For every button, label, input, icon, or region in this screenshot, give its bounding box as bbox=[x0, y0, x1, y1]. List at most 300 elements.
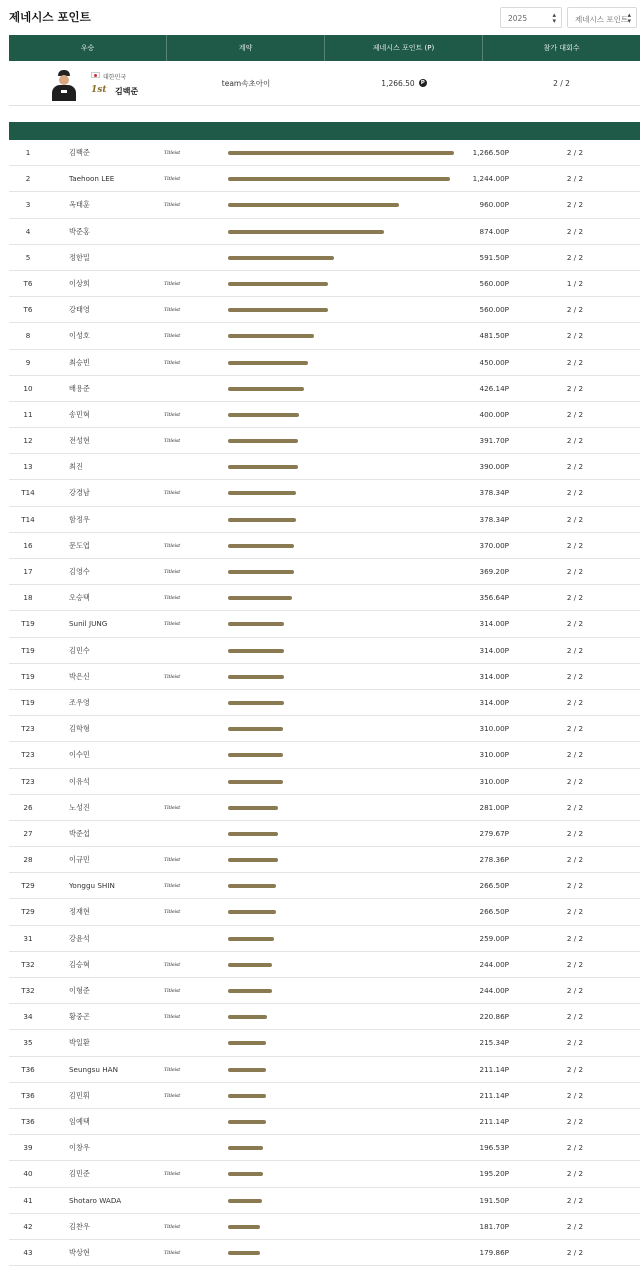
points-cell: 314.00P bbox=[479, 671, 509, 681]
ranking-row[interactable] bbox=[9, 742, 640, 768]
rank-cell: 27 bbox=[23, 828, 33, 838]
player-name[interactable]: 박은신 bbox=[69, 671, 90, 681]
rank-cell: 26 bbox=[23, 802, 33, 812]
ranking-row[interactable] bbox=[9, 664, 640, 690]
player-name[interactable]: 전성현 bbox=[69, 436, 90, 446]
header-events: 참가 대회수 bbox=[543, 44, 580, 52]
points-cell: 874.00P bbox=[479, 226, 509, 236]
ranking-row[interactable] bbox=[9, 1057, 640, 1083]
ranking-row[interactable] bbox=[9, 978, 640, 1004]
titleist-logo-icon: Titleist bbox=[164, 1014, 181, 1021]
points-bar bbox=[228, 989, 272, 993]
points-bar bbox=[228, 780, 283, 784]
rank-cell: 17 bbox=[23, 567, 33, 576]
titleist-logo-icon: Titleist bbox=[164, 909, 181, 916]
points-cell: 481.50P bbox=[479, 331, 509, 341]
points-cell: 591.50P bbox=[479, 252, 509, 262]
player-name[interactable]: 이상희 bbox=[69, 278, 90, 288]
events-cell: 2 / 2 bbox=[566, 514, 584, 524]
rank-cell: T32 bbox=[21, 986, 35, 995]
titleist-logo-icon: Titleist bbox=[164, 883, 181, 890]
events-cell: 2 / 2 bbox=[566, 331, 584, 341]
points-cell: 181.70P bbox=[479, 1221, 509, 1231]
ranking-row[interactable] bbox=[9, 533, 640, 559]
events-cell: 2 / 2 bbox=[566, 567, 584, 576]
player-name[interactable]: 이창우 bbox=[69, 1143, 90, 1153]
points-badge-icon: P bbox=[420, 80, 425, 86]
titleist-logo-icon: Titleist bbox=[164, 804, 181, 811]
ranking-row[interactable] bbox=[9, 559, 640, 585]
winner-contract bbox=[167, 61, 325, 105]
titleist-logo-icon: Titleist bbox=[164, 1223, 181, 1230]
titleist-logo-icon: Titleist bbox=[164, 438, 181, 445]
ranking-row[interactable] bbox=[9, 402, 640, 428]
points-bar bbox=[228, 151, 454, 155]
titleist-logo-icon: Titleist bbox=[164, 1171, 181, 1178]
player-photo bbox=[49, 68, 79, 101]
points-cell: 356.64P bbox=[479, 593, 509, 603]
player-name[interactable]: 강경남 bbox=[69, 488, 90, 498]
ranking-type-select-value: 제네시스 포인트 bbox=[575, 15, 629, 24]
points-bar bbox=[228, 177, 450, 181]
points-cell: 278.36P bbox=[479, 855, 509, 865]
points-cell: 369.20P bbox=[479, 567, 509, 576]
player-name[interactable]: Seungsu HAN bbox=[69, 1064, 118, 1074]
points-bar bbox=[228, 256, 334, 260]
ranking-row[interactable] bbox=[9, 847, 640, 873]
points-cell: 426.14P bbox=[479, 383, 509, 393]
rank-cell: 12 bbox=[23, 436, 33, 446]
events-cell: 2 / 2 bbox=[566, 1143, 584, 1153]
ranking-row[interactable] bbox=[9, 480, 640, 506]
winner-contract-text: team속초아이 bbox=[221, 78, 271, 88]
ranking-row[interactable] bbox=[9, 1083, 640, 1109]
player-name[interactable]: 김민수 bbox=[69, 645, 90, 655]
titleist-logo-icon: Titleist bbox=[164, 411, 181, 418]
rank-cell: T29 bbox=[21, 907, 35, 917]
points-cell: 1,244.00P bbox=[472, 174, 509, 184]
ranking-row[interactable] bbox=[9, 507, 640, 533]
winner-table-header bbox=[9, 35, 640, 61]
points-cell: 310.00P bbox=[479, 724, 509, 734]
header-points: 제네시스 포인트 (P) bbox=[325, 35, 483, 61]
ranking-row[interactable] bbox=[9, 140, 640, 166]
ranking-row[interactable] bbox=[9, 1004, 640, 1030]
events-cell: 2 / 2 bbox=[566, 593, 584, 603]
rank-cell: T19 bbox=[21, 697, 35, 707]
player-name[interactable]: 오승택 bbox=[69, 593, 90, 603]
rank-cell: 16 bbox=[23, 540, 33, 550]
player-name[interactable]: 김승혁 bbox=[69, 959, 90, 969]
titleist-logo-icon: Titleist bbox=[164, 961, 181, 968]
points-cell: 259.00P bbox=[479, 933, 509, 943]
points-bar bbox=[228, 1172, 263, 1176]
titleist-logo-icon: Titleist bbox=[164, 307, 181, 314]
points-bar bbox=[228, 622, 284, 626]
points-cell: 220.86P bbox=[479, 1012, 509, 1022]
ranking-row[interactable] bbox=[9, 1214, 640, 1240]
ranking-row[interactable] bbox=[9, 323, 640, 349]
points-cell: 378.34P bbox=[479, 488, 509, 498]
points-cell: 211.14P bbox=[479, 1116, 509, 1126]
events-cell: 2 / 2 bbox=[566, 1116, 584, 1126]
events-cell: 2 / 2 bbox=[566, 881, 584, 891]
events-cell: 2 / 2 bbox=[566, 540, 584, 550]
points-cell: 244.00P bbox=[479, 959, 509, 969]
points-bar bbox=[228, 884, 276, 888]
rank-cell: T36 bbox=[21, 1090, 35, 1100]
events-cell: 2 / 2 bbox=[566, 252, 584, 262]
points-bar bbox=[228, 308, 328, 312]
ranking-row[interactable] bbox=[9, 428, 640, 454]
ranking-row[interactable] bbox=[9, 611, 640, 637]
points-cell: 1,266.50P bbox=[472, 148, 509, 157]
points-bar bbox=[228, 491, 296, 495]
points-cell: 450.00P bbox=[479, 357, 509, 367]
rank-cell: 41 bbox=[23, 1195, 33, 1205]
titleist-logo-icon: Titleist bbox=[164, 595, 181, 602]
points-cell: 244.00P bbox=[479, 986, 509, 995]
player-name[interactable]: 박일환 bbox=[69, 1038, 90, 1048]
rank-cell: 40 bbox=[23, 1169, 33, 1179]
rank-cell: T6 bbox=[23, 278, 33, 288]
rank-cell: 13 bbox=[23, 462, 33, 472]
winner-points bbox=[325, 61, 483, 105]
events-cell: 2 / 2 bbox=[566, 1038, 584, 1048]
titleist-logo-icon: Titleist bbox=[164, 1249, 181, 1256]
events-cell: 2 / 2 bbox=[566, 148, 584, 157]
points-bar bbox=[228, 465, 298, 469]
winner-points-value: 1,266.50 bbox=[381, 78, 415, 88]
points-bar bbox=[228, 727, 283, 731]
rank-cell: T36 bbox=[21, 1116, 35, 1126]
points-bar bbox=[228, 832, 278, 836]
titleist-logo-icon: Titleist bbox=[164, 490, 181, 497]
year-select[interactable] bbox=[500, 7, 562, 28]
rank-cell: 34 bbox=[23, 1012, 33, 1022]
ranking-row[interactable] bbox=[9, 1135, 640, 1161]
korea-flag-icon bbox=[91, 72, 100, 78]
points-bar bbox=[228, 282, 328, 286]
rank-cell: 31 bbox=[23, 933, 33, 943]
events-cell: 2 / 2 bbox=[566, 1247, 584, 1257]
points-cell: 390.00P bbox=[479, 462, 509, 472]
ranking-row[interactable] bbox=[9, 821, 640, 847]
player-name[interactable]: 함정우 bbox=[69, 514, 90, 524]
ranking-row[interactable] bbox=[9, 690, 640, 716]
ranking-row[interactable] bbox=[9, 1030, 640, 1056]
ranking-list-header bbox=[9, 122, 640, 140]
rank-cell: T19 bbox=[21, 619, 35, 629]
points-bar bbox=[228, 649, 284, 653]
titleist-logo-icon: Titleist bbox=[164, 333, 181, 340]
player-name[interactable]: 황중곤 bbox=[69, 1012, 90, 1022]
winner-events-value: 2 / 2 bbox=[553, 78, 570, 88]
player-name[interactable]: Taehoon LEE bbox=[69, 174, 115, 184]
player-name[interactable]: 노성진 bbox=[69, 802, 90, 812]
ranking-row[interactable] bbox=[9, 454, 640, 480]
points-cell: 211.14P bbox=[479, 1090, 509, 1100]
player-name[interactable]: 김민준 bbox=[69, 1169, 90, 1179]
ranking-row[interactable] bbox=[9, 638, 640, 664]
rank-cell: T36 bbox=[21, 1064, 35, 1074]
ranking-row[interactable] bbox=[9, 585, 640, 611]
rank-cell: 4 bbox=[25, 226, 31, 236]
winner-rank: 1st bbox=[91, 85, 107, 95]
points-bar bbox=[228, 387, 304, 391]
titleist-logo-icon: Titleist bbox=[164, 150, 181, 156]
titleist-logo-icon: Titleist bbox=[164, 1092, 181, 1099]
events-cell: 2 / 2 bbox=[566, 383, 584, 393]
player-name[interactable]: 임예택 bbox=[69, 1116, 90, 1126]
page-title: 제네시스 포인트 bbox=[9, 10, 91, 24]
player-name[interactable]: 김백준 bbox=[69, 148, 90, 157]
player-name[interactable]: 이유석 bbox=[69, 776, 90, 786]
events-cell: 2 / 2 bbox=[566, 671, 584, 681]
rank-cell: 28 bbox=[23, 855, 33, 865]
ranking-row[interactable] bbox=[9, 1109, 640, 1135]
rank-cell: 5 bbox=[25, 252, 31, 262]
points-cell: 314.00P bbox=[479, 619, 509, 629]
events-cell: 2 / 2 bbox=[566, 409, 584, 419]
player-name[interactable]: 정한밀 bbox=[69, 252, 90, 262]
points-bar bbox=[228, 806, 278, 810]
events-cell: 2 / 2 bbox=[566, 174, 584, 184]
player-name[interactable]: 강윤석 bbox=[69, 933, 90, 943]
points-cell: 279.67P bbox=[479, 828, 509, 838]
ranking-row[interactable] bbox=[9, 769, 640, 795]
points-bar bbox=[228, 1041, 266, 1045]
ranking-row[interactable] bbox=[9, 166, 640, 192]
points-cell: 378.34P bbox=[479, 514, 509, 524]
player-name[interactable]: 배용준 bbox=[69, 383, 90, 393]
events-cell: 2 / 2 bbox=[566, 1012, 584, 1022]
rank-cell: T19 bbox=[21, 671, 35, 681]
points-cell: 215.34P bbox=[479, 1038, 509, 1048]
events-cell: 2 / 2 bbox=[566, 226, 584, 236]
ranking-type-select[interactable] bbox=[567, 7, 637, 28]
points-cell: 266.50P bbox=[479, 907, 509, 917]
titleist-logo-icon: Titleist bbox=[164, 280, 181, 287]
ranking-row[interactable] bbox=[9, 926, 640, 952]
player-name[interactable]: 정재현 bbox=[69, 907, 90, 917]
rank-cell: 1 bbox=[25, 148, 31, 157]
player-name[interactable]: 조우영 bbox=[69, 697, 90, 707]
events-cell: 2 / 2 bbox=[566, 1090, 584, 1100]
player-name[interactable]: 이수민 bbox=[69, 750, 90, 760]
events-cell: 2 / 2 bbox=[566, 697, 584, 707]
events-cell: 2 / 2 bbox=[566, 305, 584, 315]
titleist-logo-icon: Titleist bbox=[164, 673, 181, 680]
ranking-row[interactable] bbox=[9, 716, 640, 742]
rank-cell: 10 bbox=[23, 383, 33, 393]
player-name[interactable]: 이성호 bbox=[69, 331, 90, 341]
titleist-logo-icon: Titleist bbox=[164, 1066, 181, 1073]
titleist-logo-icon: Titleist bbox=[164, 621, 181, 628]
events-cell: 2 / 2 bbox=[566, 855, 584, 865]
points-bar bbox=[228, 518, 296, 522]
points-cell: 400.00P bbox=[479, 409, 509, 419]
rank-cell: 39 bbox=[23, 1143, 33, 1153]
events-cell: 2 / 2 bbox=[566, 488, 584, 498]
events-cell: 2 / 2 bbox=[566, 357, 584, 367]
player-name[interactable]: 김민휘 bbox=[69, 1090, 90, 1100]
rank-cell: 8 bbox=[25, 331, 31, 341]
points-bar bbox=[228, 858, 278, 862]
player-name[interactable]: 박상현 bbox=[69, 1247, 90, 1257]
ranking-row[interactable] bbox=[9, 1161, 640, 1187]
rank-cell: 9 bbox=[25, 357, 31, 367]
ranking-row[interactable] bbox=[9, 1240, 640, 1266]
points-bar bbox=[228, 361, 308, 365]
points-bar bbox=[228, 230, 384, 234]
events-cell: 2 / 2 bbox=[566, 750, 584, 760]
events-cell: 2 / 2 bbox=[566, 619, 584, 629]
ranking-row[interactable] bbox=[9, 873, 640, 899]
player-name[interactable]: 옥태훈 bbox=[69, 200, 90, 210]
player-name[interactable]: Sunil JUNG bbox=[69, 619, 108, 629]
points-bar bbox=[228, 753, 283, 757]
points-cell: 195.20P bbox=[479, 1169, 509, 1179]
points-bar bbox=[228, 334, 314, 338]
ranking-row[interactable] bbox=[9, 1188, 640, 1214]
points-cell: 560.00P bbox=[479, 305, 509, 315]
player-name[interactable]: Yonggu SHIN bbox=[69, 881, 115, 891]
points-bar bbox=[228, 1146, 263, 1150]
points-bar bbox=[228, 1199, 262, 1203]
rank-cell: T32 bbox=[21, 959, 35, 969]
events-cell: 2 / 2 bbox=[566, 462, 584, 472]
events-cell: 2 / 2 bbox=[566, 645, 584, 655]
winner-country: 대한민국 bbox=[103, 74, 127, 81]
player-name[interactable]: 송민혁 bbox=[69, 409, 90, 419]
points-bar bbox=[228, 413, 299, 417]
events-cell: 2 / 2 bbox=[566, 776, 584, 786]
points-cell: 266.50P bbox=[479, 881, 509, 891]
points-cell: 370.00P bbox=[479, 540, 509, 550]
ranking-list bbox=[9, 140, 640, 1266]
events-cell: 2 / 2 bbox=[566, 1064, 584, 1074]
player-name[interactable]: 박준섭 bbox=[69, 828, 90, 838]
points-bar bbox=[228, 570, 294, 574]
rank-cell: T6 bbox=[23, 305, 33, 315]
rank-cell: 18 bbox=[23, 593, 33, 603]
player-name[interactable]: Shotaro WADA bbox=[69, 1195, 122, 1205]
titleist-logo-icon: Titleist bbox=[164, 359, 181, 366]
points-bar bbox=[228, 596, 292, 600]
events-cell: 2 / 2 bbox=[566, 1169, 584, 1179]
rank-cell: 2 bbox=[25, 174, 31, 184]
events-cell: 2 / 2 bbox=[566, 828, 584, 838]
rank-cell: 43 bbox=[23, 1247, 33, 1257]
events-cell: 2 / 2 bbox=[566, 959, 584, 969]
points-cell: 314.00P bbox=[479, 645, 509, 655]
winner-player-cell bbox=[9, 61, 167, 105]
rank-cell: 3 bbox=[25, 200, 31, 210]
points-bar bbox=[228, 544, 294, 548]
points-cell: 191.50P bbox=[479, 1195, 509, 1205]
events-cell: 2 / 2 bbox=[566, 436, 584, 446]
ranking-row[interactable] bbox=[9, 245, 640, 271]
events-cell: 2 / 2 bbox=[566, 802, 584, 812]
points-bar bbox=[228, 1251, 260, 1255]
events-cell: 2 / 2 bbox=[566, 1195, 584, 1205]
rank-cell: T19 bbox=[21, 645, 35, 655]
ranking-row[interactable] bbox=[9, 219, 640, 245]
titleist-logo-icon: Titleist bbox=[164, 988, 181, 994]
ranking-row[interactable] bbox=[9, 376, 640, 402]
player-name[interactable]: 김영수 bbox=[69, 567, 90, 576]
ranking-row[interactable] bbox=[9, 952, 640, 978]
player-name[interactable]: 강태영 bbox=[69, 305, 90, 315]
ranking-row[interactable] bbox=[9, 192, 640, 218]
winner-row[interactable] bbox=[9, 61, 640, 106]
points-cell: 310.00P bbox=[479, 750, 509, 760]
points-bar bbox=[228, 1015, 267, 1019]
player-name[interactable]: 김학형 bbox=[69, 724, 90, 734]
ranking-row[interactable] bbox=[9, 271, 640, 297]
events-cell: 2 / 2 bbox=[566, 986, 584, 995]
points-bar bbox=[228, 1068, 266, 1072]
points-bar bbox=[228, 1094, 266, 1098]
rank-cell: T23 bbox=[21, 750, 35, 760]
points-bar bbox=[228, 701, 284, 705]
rank-cell: T14 bbox=[21, 514, 35, 524]
points-bar bbox=[228, 675, 284, 679]
player-name[interactable]: 김찬우 bbox=[69, 1221, 90, 1231]
player-name[interactable]: 최승빈 bbox=[69, 357, 90, 367]
rank-cell: 35 bbox=[23, 1038, 33, 1048]
player-name[interactable]: 이규민 bbox=[69, 855, 90, 865]
player-name[interactable]: 박준홍 bbox=[69, 226, 90, 236]
player-name[interactable]: 문도엽 bbox=[69, 540, 90, 550]
titleist-logo-icon: Titleist bbox=[164, 569, 181, 575]
points-cell: 314.00P bbox=[479, 697, 509, 707]
winner-events bbox=[483, 61, 640, 105]
points-cell: 281.00P bbox=[479, 802, 509, 812]
year-select-value: 2025 bbox=[508, 14, 528, 23]
rank-cell: T14 bbox=[21, 488, 35, 498]
ranking-row[interactable] bbox=[9, 899, 640, 925]
rank-cell: T29 bbox=[21, 881, 35, 891]
points-bar bbox=[228, 203, 399, 207]
rank-cell: T23 bbox=[21, 776, 35, 786]
winner-name[interactable]: 김백준 bbox=[115, 87, 139, 96]
top-bar bbox=[0, 0, 640, 34]
rank-cell: 11 bbox=[23, 409, 33, 419]
titleist-logo-icon: Titleist bbox=[164, 857, 181, 864]
player-name[interactable]: 이형준 bbox=[69, 986, 90, 995]
points-cell: 179.86P bbox=[479, 1247, 509, 1257]
rank-cell: T23 bbox=[21, 724, 35, 734]
points-bar bbox=[228, 937, 274, 941]
ranking-row[interactable] bbox=[9, 350, 640, 376]
points-cell: 560.00P bbox=[479, 278, 509, 288]
events-cell: 2 / 2 bbox=[566, 933, 584, 943]
events-cell: 2 / 2 bbox=[566, 907, 584, 917]
ranking-row[interactable] bbox=[9, 297, 640, 323]
updown-arrow-icon: ▴ ▾ bbox=[627, 11, 631, 25]
points-bar bbox=[228, 1120, 266, 1124]
points-cell: 196.53P bbox=[479, 1143, 509, 1153]
titleist-logo-icon: Titleist bbox=[164, 202, 181, 209]
events-cell: 1 / 2 bbox=[566, 278, 584, 288]
player-name[interactable]: 최진 bbox=[69, 462, 83, 472]
points-bar bbox=[228, 910, 276, 914]
points-cell: 310.00P bbox=[479, 776, 509, 786]
ranking-row[interactable] bbox=[9, 795, 640, 821]
points-cell: 391.70P bbox=[479, 436, 509, 446]
